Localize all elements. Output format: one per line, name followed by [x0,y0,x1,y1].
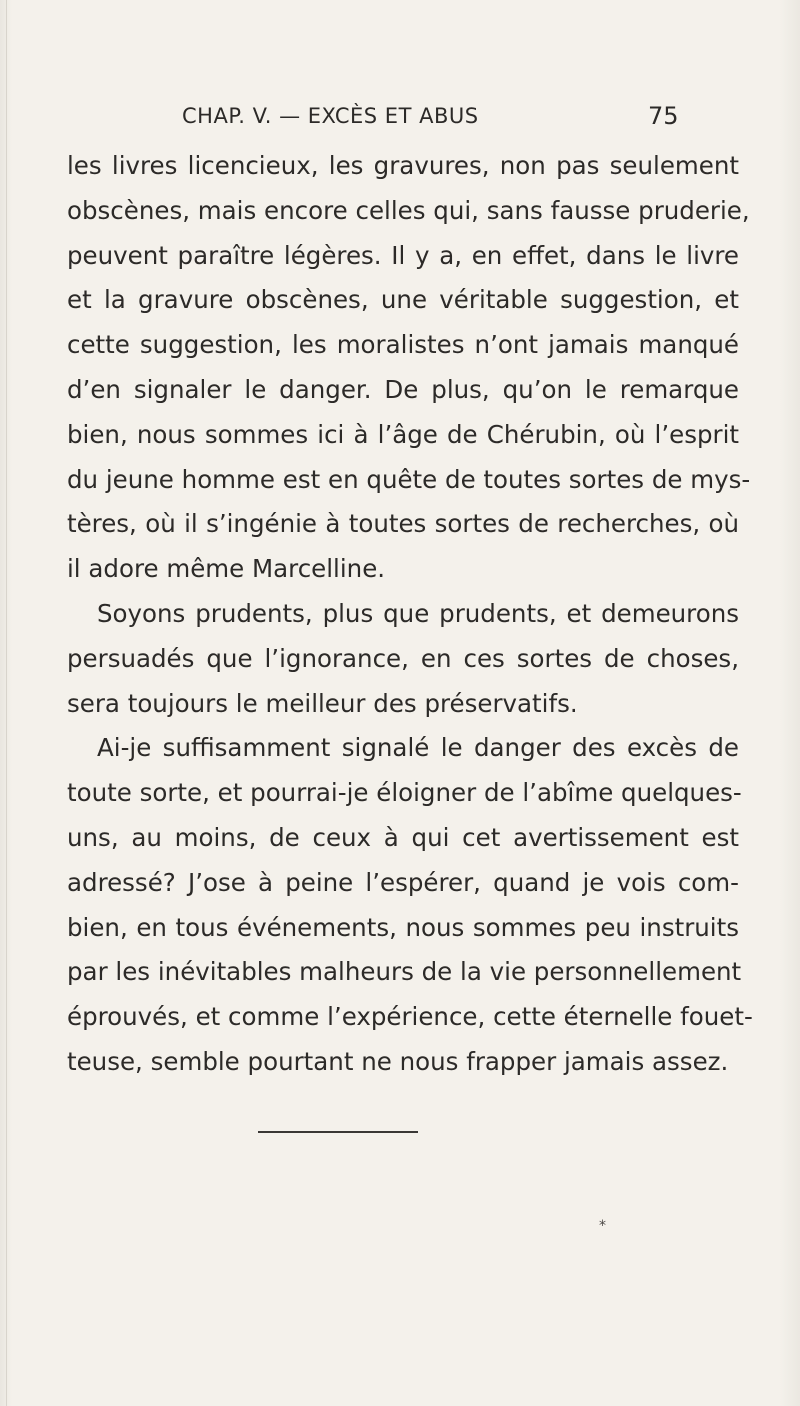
section-rule [258,1131,418,1133]
text-line: sera toujours le meilleur des préservatifs. [67,688,578,718]
text-line: d’en signaler le danger. De plus, qu’on le remarque [67,374,739,404]
text-line: obscènes, mais encore celles qui, sans fausse pruderie, [67,195,750,225]
text-line: il adore même Marcelline. [67,554,386,584]
running-head [0,104,800,134]
paragraph-start-line: Soyons prudents, plus que prudents, et demeurons [97,598,739,628]
text-line: peuvent paraître légères. Il y a, en effet, dans le livre [67,240,739,270]
text-line: adressé? J’ose à peine l’espérer, quand je vois com- [67,867,739,897]
text-line: du jeune homme est en quête de toutes sortes de mys- [67,464,751,494]
text-line: tères, où il s’ingénie à toutes sortes de recherches, où [67,509,739,539]
binding-edge [6,0,7,1406]
page-number: 75 [648,102,679,130]
text-line: cette suggestion, les moralistes n’ont jamais manqué [67,330,739,360]
body-text [67,144,753,1085]
signature-mark: * [599,1218,606,1234]
text-line: uns, au moins, de ceux à qui cet avertissement est [67,822,739,852]
text-line: toute sorte, et pourrai-je éloigner de l’abîme quelques- [67,778,742,808]
text-line: les livres licencieux, les gravures, non pas seulement [67,151,739,180]
paragraph-start-line: Ai-je suffisamment signalé le danger des excès de [97,733,739,763]
text-line: éprouvés, et comme l’expérience, cette éternelle fouet- [67,1002,753,1032]
text-line: par les inévitables malheurs de la vie personnellement [67,957,742,987]
text-line: teuse, semble pourtant ne nous frapper jamais assez. [67,1046,729,1076]
chapter-title: CHAP. V. — EXCÈS ET ABUS [182,104,479,128]
text-line: bien, en tous événements, nous sommes peu instruits [67,912,739,942]
text-line: persuadés que l’ignorance, en ces sortes de choses, [67,643,739,673]
text-line: bien, nous sommes ici à l’âge de Chérubin, où l’esprit [67,419,739,449]
text-line: et la gravure obscènes, une véritable suggestion, et [67,285,739,315]
